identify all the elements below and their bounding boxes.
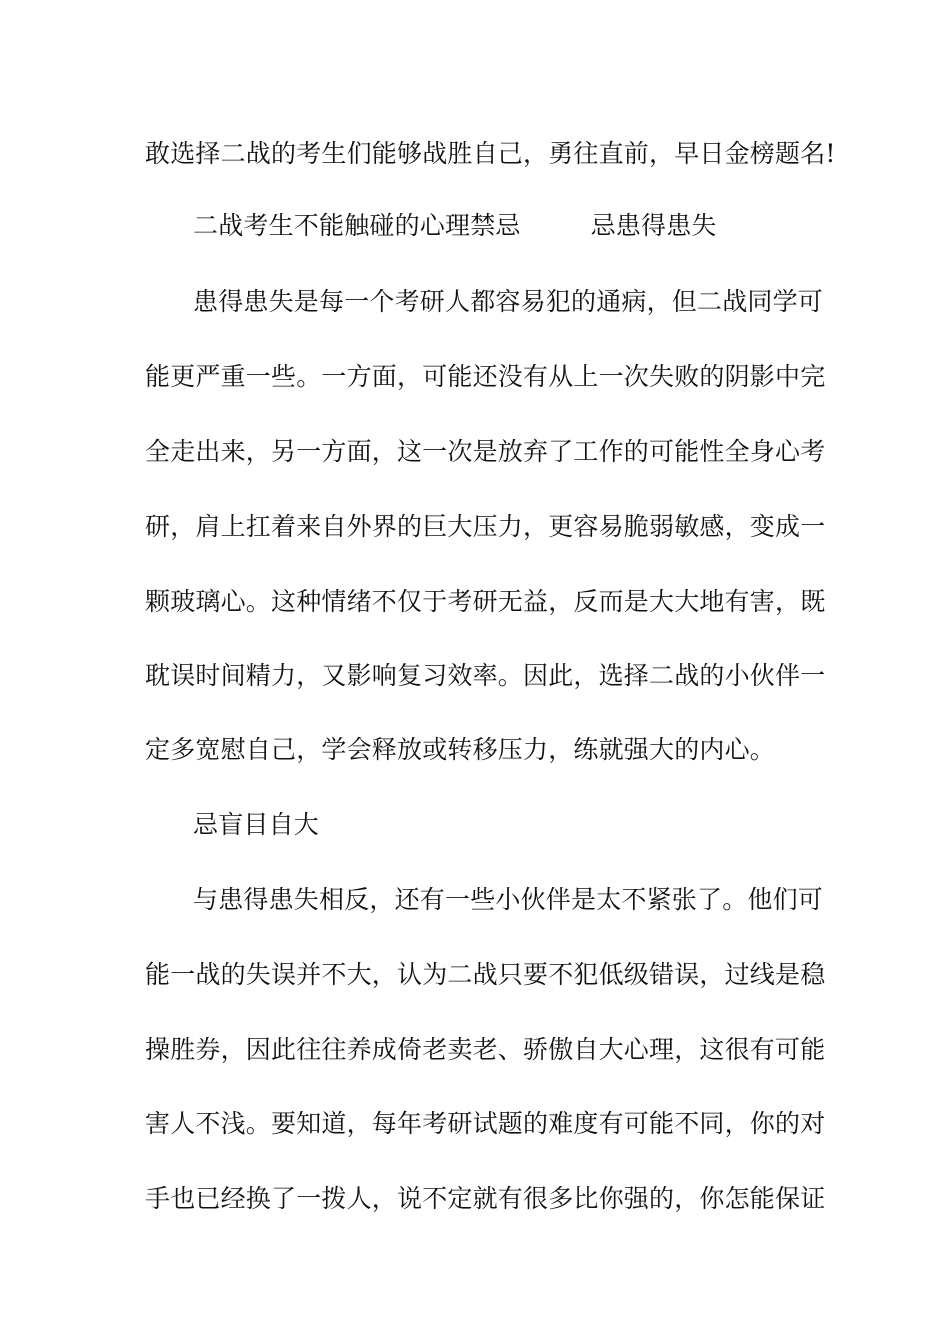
section-heading: 忌盲目自大 — [193, 810, 320, 839]
paragraph-line: 手也已经换了一拨人，说不定就有很多比你强的，你怎能保证 — [145, 1184, 826, 1213]
paragraph-line: 与患得患失相反，还有一些小伙伴是太不紧张了。他们可 — [193, 885, 824, 914]
heading-title: 二战考生不能触碰的心理禁忌 — [193, 211, 521, 240]
paragraph-line: 敢选择二战的考生们能够战胜自己，勇往直前，早日金榜题名! — [145, 139, 836, 168]
paragraph-line: 害人不浅。要知道，每年考研试题的难度有可能不同，你的对 — [145, 1109, 826, 1138]
heading-subtitle: 忌患得患失 — [590, 211, 717, 240]
paragraph-line: 耽误时间精力，又影响复习效率。因此，选择二战的小伙伴一 — [145, 661, 826, 690]
paragraph-line: 研，肩上扛着来自外界的巨大压力，更容易脆弱敏感，变成一 — [145, 512, 826, 541]
paragraph-line: 操胜券，因此往往养成倚老卖老、骄傲自大心理，这很有可能 — [145, 1035, 826, 1064]
paragraph-line: 颗玻璃心。这种情绪不仅于考研无益，反而是大大地有害，既 — [145, 587, 826, 616]
paragraph-line: 患得患失是每一个考研人都容易犯的通病，但二战同学可 — [193, 287, 824, 316]
paragraph-line: 定多宽慰自己，学会释放或转移压力，练就强大的内心。 — [145, 735, 776, 764]
paragraph-line: 全走出来，另一方面，这一次是放弃了工作的可能性全身心考 — [145, 437, 826, 466]
paragraph-line: 能更严重一些。一方面，可能还没有从上一次失败的阴影中完 — [145, 362, 826, 391]
paragraph-line: 能一战的失误并不大，认为二战只要不犯低级错误，过线是稳 — [145, 960, 826, 989]
section-heading — [193, 206, 863, 246]
